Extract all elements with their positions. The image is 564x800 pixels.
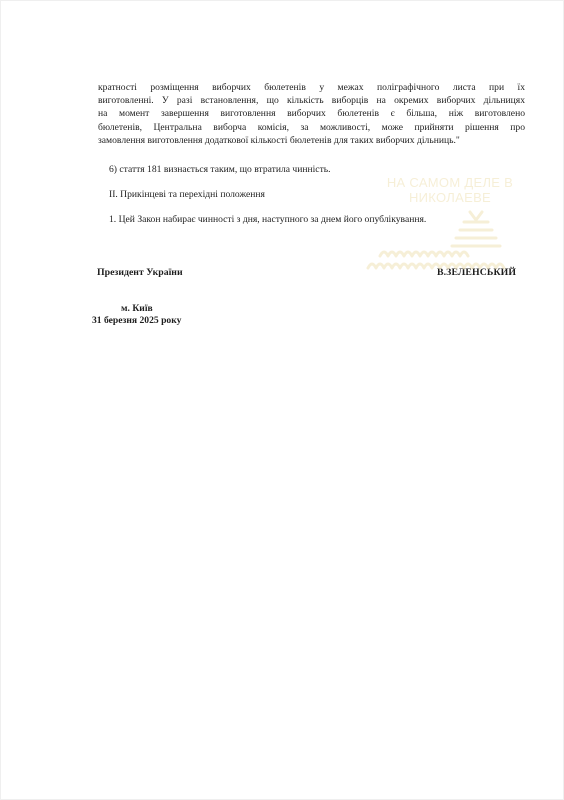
text-line: бюлетенів, Центральна виборча комісія, за можливості, може прийняти рішення про <box>98 121 525 133</box>
paragraph-article-repeal: 6) стаття 181 визнається таким, що втратила чинність. <box>109 164 331 175</box>
signing-place: м. Київ <box>121 303 153 314</box>
signature-name: В.ЗЕЛЕНСЬКИЙ <box>437 267 517 278</box>
paragraph-entry-into-force: 1. Цей Закон набирає чинності з дня, наступного за днем його опублікування. <box>109 214 427 225</box>
section-heading: II. Прикінцеві та перехідні положення <box>109 189 265 200</box>
watermark <box>360 172 514 282</box>
paragraph-ballot-printing <box>98 81 525 147</box>
watermark-line-2: НИКОЛАЕВЕ <box>408 190 492 205</box>
text-line: виготовленні. У разі встановлення, що кількість виборців на окремих виборчих дільницях <box>98 95 525 107</box>
watermark-line-1: НА САМОМ ДЕЛЕ В <box>386 175 514 190</box>
signing-date: 31 березня 2025 року <box>92 315 182 326</box>
text-line: кратності розміщення виборчих бюлетенів у межах поліграфічного листа при їх <box>98 82 525 93</box>
signature-title: Президент України <box>97 267 183 278</box>
text-line: замовлення виготовлення додаткової кількості бюлетенів для таких виборчих дільниць." <box>98 134 460 146</box>
text-line: на момент завершення виготовлення виборчих бюлетенів є більша, ніж виготовлено <box>98 108 525 120</box>
